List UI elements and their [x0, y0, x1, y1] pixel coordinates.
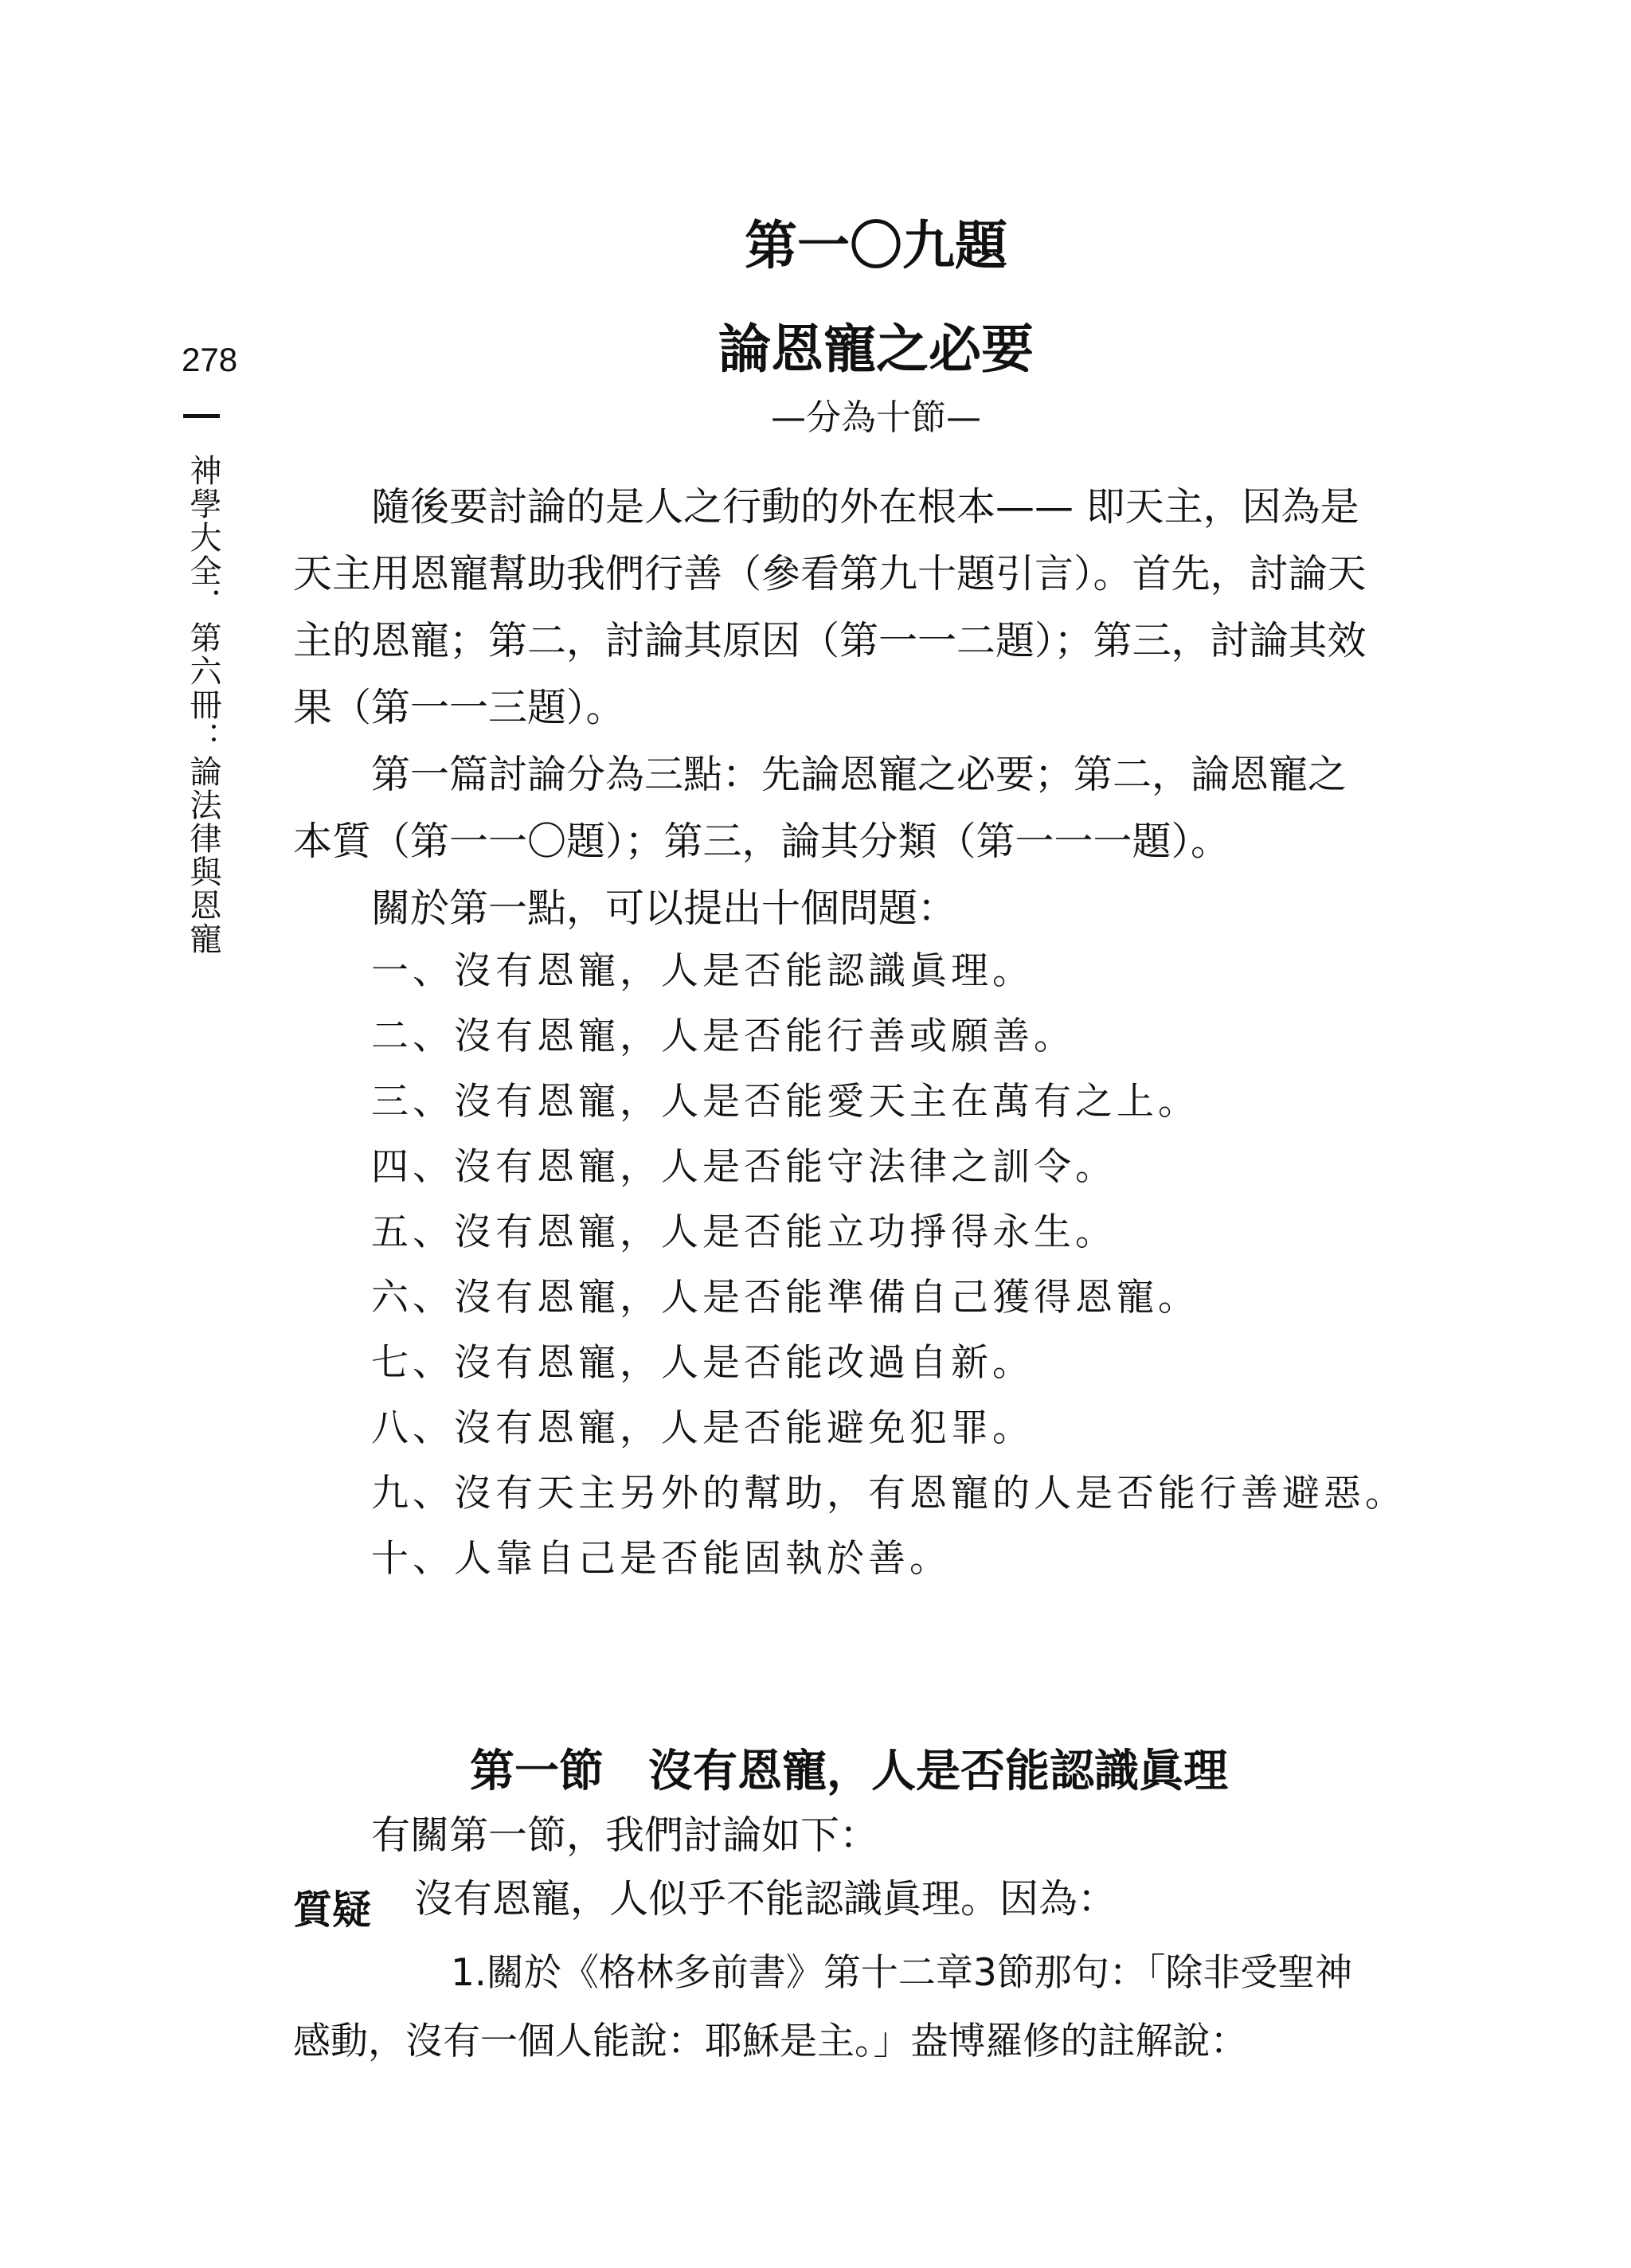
- quote-line-2: 感動，沒有一個人能說：耶穌是主。」盎博羅修的註解說：: [293, 2020, 1248, 2063]
- intro-p1-line4: 果（第一一三題）。: [293, 685, 625, 730]
- page-number: 278: [182, 341, 238, 378]
- intro-p1-line2: 天主用恩寵幫助我們行善（參看第九十題引言）。首先，討論天: [293, 551, 1367, 596]
- margin-rule: [183, 414, 220, 418]
- intro-p1-line1: 隨後要討論的是人之行動的外在根本—— 即天主，因為是: [371, 484, 1359, 530]
- question-item: 十、人靠自己是否能固執於善。: [371, 1537, 951, 1581]
- intro-p2-line1: 第一篇討論分為三點：先論恩寵之必要；第二，論恩寵之: [371, 752, 1347, 797]
- section-intro: 有關第一節，我們討論如下：: [371, 1812, 879, 1858]
- question-item: 八、沒有恩寵，人是否能避免犯罪。: [371, 1406, 1034, 1450]
- question-item: 二、沒有恩寵，人是否能行善或願善。: [371, 1015, 1075, 1058]
- chapter-title: 第一〇九題: [745, 215, 1007, 276]
- objection-label: 質疑: [293, 1887, 372, 1933]
- question-item: 四、沒有恩寵，人是否能守法律之訓令。: [371, 1145, 1117, 1189]
- intro-p1-line3: 主的恩寵；第二，討論其原因（第一一二題）；第三，討論其效: [293, 618, 1367, 663]
- running-title: 神學大全．第六冊：論法律與恩寵: [185, 454, 221, 956]
- question-item: 九、沒有天主另外的幫助，有恩寵的人是否能行善避惡。: [371, 1472, 1406, 1515]
- intro-p2-line2: 本質（第一一〇題）；第三，論其分類（第一一一題）。: [293, 819, 1230, 864]
- objection-text: 沒有恩寵，人似乎不能認識眞理。因為：: [414, 1876, 1117, 1922]
- question-item: 六、沒有恩寵，人是否能準備自己獲得恩寵。: [371, 1276, 1199, 1320]
- topic-title: 論恩寵之必要: [718, 319, 1034, 380]
- quote-line-1: 1.關於《格林多前書》第十二章3節那句：「除非受聖神: [451, 1951, 1353, 1995]
- question-item: 七、沒有恩寵，人是否能改過自新。: [371, 1341, 1034, 1385]
- question-item: 三、沒有恩寵，人是否能愛天主在萬有之上。: [371, 1080, 1199, 1124]
- intro-p3: 關於第一點，可以提出十個問題：: [371, 886, 957, 931]
- subtitle: —分為十節—: [771, 397, 981, 438]
- question-item: 一、沒有恩寵，人是否能認識眞理。: [371, 949, 1034, 993]
- section-title: 第一節 沒有恩寵，人是否能認識眞理: [470, 1745, 1228, 1797]
- question-item: 五、沒有恩寵，人是否能立功掙得永生。: [371, 1210, 1117, 1254]
